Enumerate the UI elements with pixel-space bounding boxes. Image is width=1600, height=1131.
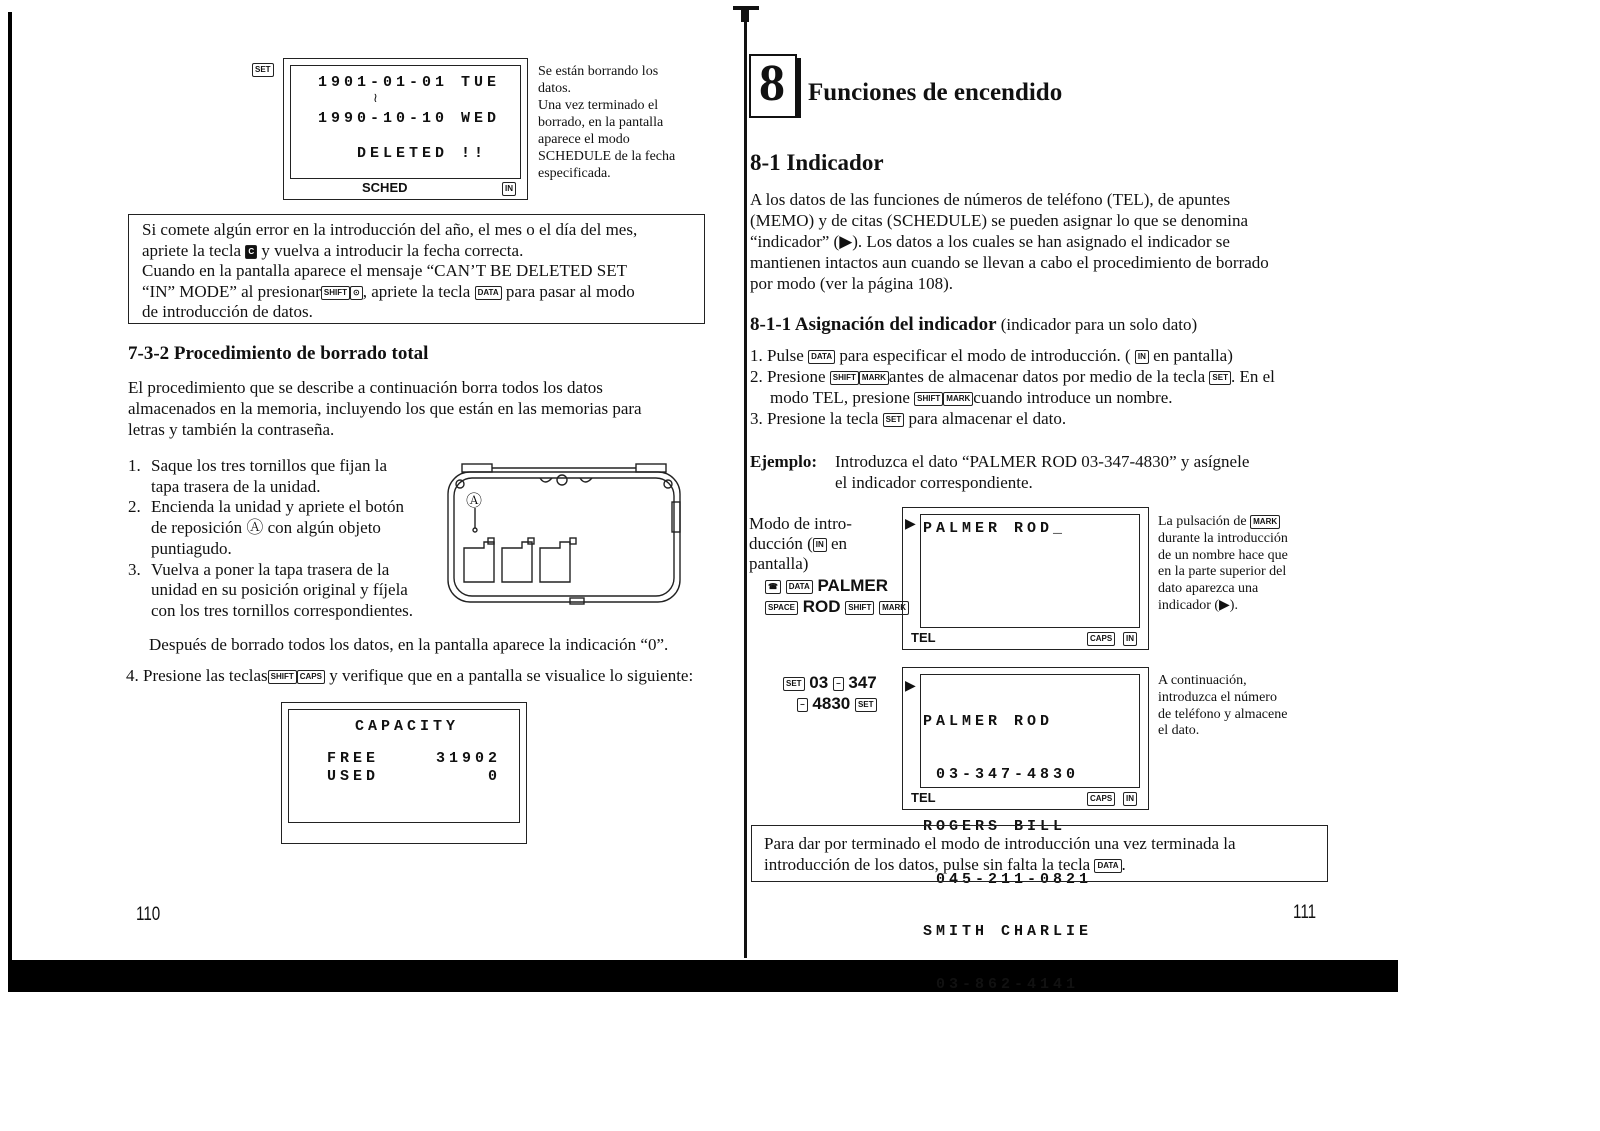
- mode-line: pantalla): [749, 554, 809, 573]
- caps-indicator-icon: CAPS: [1087, 792, 1115, 806]
- caption-line: especificada.: [538, 166, 611, 181]
- key-text: PALMER: [817, 576, 888, 595]
- note-line: [142, 241, 702, 262]
- intro-line: (MEMO) y de citas (SCHEDULE) se pueden asignar lo que se denomina: [750, 211, 1249, 230]
- key-sequence-4: [797, 694, 877, 714]
- tel-entry-number: 03-347-4830: [923, 765, 1080, 783]
- caption-line: durante la introducción: [1158, 530, 1288, 546]
- caption-line: Una vez terminado el: [538, 98, 659, 113]
- data-key-icon: DATA: [786, 580, 813, 594]
- example-line: el indicador correspondiente.: [835, 473, 1033, 492]
- note-text: apriete la tecla: [142, 240, 242, 260]
- lcd-name-display: [920, 514, 1140, 628]
- indicator-marker: ▶: [905, 517, 916, 532]
- step-text: y verifique que en a pantalla se visualice lo siguiente:: [329, 666, 694, 685]
- right-step-2-cont: [750, 387, 1335, 408]
- tel-entry-name: SMITH CHARLIE: [923, 923, 1093, 940]
- bottom-shadow-bar: [8, 960, 1398, 992]
- in-indicator-icon: IN: [1135, 350, 1149, 364]
- step-4: [126, 665, 726, 686]
- lcd-line-4: DELETED !!: [357, 145, 488, 162]
- note-line: introducción de los datos, pulse sin falta la tecla DATA .: [764, 855, 1126, 874]
- step-text: para almacenar el dato.: [908, 409, 1067, 428]
- right-intro: [750, 189, 1330, 294]
- mode-text: en: [830, 534, 848, 553]
- device-side-grip: [672, 502, 680, 532]
- section-title-8-1: 8-1 Indicador: [750, 150, 884, 175]
- intro-line: El procedimiento que se describe a continuación borra todos los datos: [128, 378, 603, 397]
- note-text: para pasar al modo: [505, 281, 635, 301]
- intro-line: letras y también la contraseña.: [128, 420, 335, 439]
- key-text: 4830: [812, 694, 851, 713]
- lcd-name-caption: [1158, 514, 1328, 615]
- key-text: 03: [809, 673, 829, 692]
- lcd-status-tel: TEL: [911, 630, 936, 645]
- lcd-line-1: 1901-01-01 TUE: [318, 74, 501, 91]
- set-key-icon: SET: [252, 63, 274, 77]
- step-1: [128, 456, 428, 497]
- caption-line: de teléfono y almacene: [1158, 706, 1288, 722]
- step-number: 3.: [128, 559, 141, 579]
- step-text: unidad en su posición original y fíjela: [151, 580, 408, 600]
- tel-entry-number: 045-211-0821: [923, 870, 1093, 888]
- reset-button: [473, 528, 477, 532]
- step-3: [128, 560, 428, 622]
- subsection-heading: [750, 314, 1197, 335]
- tel-key-icon: ☎: [765, 580, 781, 594]
- screw-left: [456, 480, 464, 488]
- capacity-title: CAPACITY: [355, 718, 460, 735]
- left-edge-shadow: [8, 12, 12, 992]
- step-number: 1.: [128, 456, 141, 475]
- note-text: introducción de los datos, pulse sin falta la tecla: [764, 855, 1091, 874]
- caps-key-icon: CAPS: [297, 670, 325, 684]
- caption-line: aparece el modo: [538, 132, 630, 147]
- note-line: [142, 282, 702, 303]
- reset-label-a: Ⓐ: [466, 491, 483, 510]
- chapter-box-shadow: [795, 58, 801, 118]
- lcd-delete-display: [290, 65, 521, 179]
- mark-key-icon: MARK: [1250, 515, 1280, 529]
- space-key-icon: SPACE: [765, 601, 798, 615]
- caption-line: de un nombre hace que: [1158, 547, 1288, 563]
- right-step-3: [750, 408, 1335, 429]
- section-intro: [128, 377, 708, 440]
- lcd-status-tel: TEL: [911, 790, 936, 805]
- note-line: Para dar por terminado el modo de introducción una vez terminada la: [764, 834, 1236, 853]
- step-text: con los tres tornillos correspondientes.: [151, 600, 414, 620]
- gutter-top-stem: [741, 6, 749, 22]
- key-sequence-1: [765, 576, 888, 596]
- shift-key-icon: SHIFT: [914, 392, 943, 406]
- battery-screw-2: [528, 538, 534, 544]
- key-text: 347: [848, 673, 877, 692]
- chapter-title: Funciones de encendido: [808, 79, 1063, 106]
- device-top-clip-right: [636, 464, 666, 472]
- tel-entry-number: 03-862-4141: [923, 975, 1080, 993]
- intro-line: por modo (ver la página 108).: [750, 274, 953, 293]
- battery-screw-3: [570, 538, 576, 544]
- lcd-capacity-display: [288, 709, 520, 823]
- lcd-name-entry: [902, 507, 1149, 650]
- shift-key-icon: SHIFT: [830, 371, 859, 385]
- used-value: 0: [487, 768, 501, 785]
- intro-line: mantienen intactos aun cuando se llevan a cabo el procedimiento de borrado: [750, 253, 1269, 272]
- step-text: Saque los tres tornillos que fijan la: [151, 456, 388, 475]
- caption-line: Se están borrando los: [538, 64, 659, 79]
- clock-key-icon: ⊙: [350, 286, 363, 300]
- battery-slot-2: [502, 542, 532, 582]
- caption-line: el dato.: [1158, 723, 1200, 739]
- tel-entry-name: ROGERS BILL: [923, 818, 1067, 835]
- step-text: . En el: [1230, 367, 1275, 386]
- step-text: 3. Presione la tecla: [750, 409, 879, 428]
- step-text: 2. Presione: [750, 367, 826, 386]
- note-line: de introducción de datos.: [142, 302, 313, 321]
- steps-list: [128, 456, 428, 622]
- mode-text: ducción (: [749, 534, 813, 553]
- right-steps: [750, 345, 1335, 429]
- in-indicator-icon: IN: [813, 538, 827, 552]
- data-key-icon: DATA: [475, 286, 502, 300]
- used-label: USED: [327, 768, 380, 785]
- free-value: 31902: [435, 750, 501, 767]
- caption-line: introduzca el número: [1158, 689, 1277, 705]
- chapter-number-box: [749, 54, 797, 118]
- note-line: Si comete algún error en la introducción del año, el mes o el día del mes,: [142, 220, 638, 239]
- after-steps-text: Después de borrado todos los datos, en la pantalla aparece la indicación “0”.: [149, 635, 669, 654]
- caption-line: en la parte superior del: [1158, 564, 1287, 580]
- note-line: Cuando en la pantalla aparece el mensaje “CAN’T BE DELETED SET: [142, 261, 627, 280]
- device-inner-outline: [454, 478, 674, 596]
- right-step-2: [750, 366, 1335, 387]
- caption-line: borrado, en la pantalla: [538, 115, 664, 130]
- set-key-icon: SET: [855, 698, 877, 712]
- step-text: tapa trasera de la unidad.: [151, 476, 321, 496]
- step-text: en pantalla): [1153, 346, 1233, 365]
- caption-line: datos.: [538, 81, 572, 96]
- page-number-right: 111: [1293, 902, 1317, 923]
- step-text: puntiagudo.: [151, 538, 232, 558]
- caption-text: La pulsación de: [1158, 514, 1247, 529]
- in-indicator-icon: IN: [1123, 632, 1137, 646]
- screw-top: [557, 475, 567, 485]
- caption-line: [1158, 514, 1328, 531]
- lcd-capacity-screen: [281, 702, 527, 844]
- caps-indicator-icon: CAPS: [1087, 632, 1115, 646]
- lcd-name-line: PALMER ROD_: [923, 520, 1067, 537]
- step-text: para especificar el modo de introducción. (: [839, 346, 1131, 365]
- key-text: ROD: [802, 597, 841, 616]
- indicator-marker: ▶: [905, 679, 916, 694]
- shift-key-icon: SHIFT: [321, 286, 350, 300]
- book-gutter: [744, 18, 747, 958]
- device-back-diagram: [440, 458, 685, 608]
- final-note-text: [764, 833, 1324, 875]
- lcd-delete-caption: [538, 63, 718, 182]
- step-text: 1. Pulse: [750, 346, 804, 365]
- set-key-icon: SET: [783, 677, 805, 691]
- subsection-note: (indicador para un solo dato): [1000, 315, 1198, 334]
- example-text: [835, 451, 1335, 493]
- step-text: cuando introduce un nombre.: [973, 388, 1173, 407]
- screw-right: [664, 480, 672, 488]
- mark-key-icon: MARK: [879, 601, 909, 615]
- shift-key-icon: SHIFT: [845, 601, 874, 615]
- shift-key-icon: SHIFT: [268, 670, 297, 684]
- lcd-status-mode: SCHED: [362, 180, 408, 195]
- mode-line: [749, 534, 899, 554]
- mark-key-icon: MARK: [859, 371, 889, 385]
- intro-line: A los datos de las funciones de números de teléfono (TEL), de apuntes: [750, 190, 1231, 209]
- step-text: 4. Presione las teclas: [126, 666, 268, 685]
- lcd-line-3: 1990-10-10 WED: [318, 110, 501, 127]
- example-line: Introduzca el dato “PALMER ROD 03-347-4830” y asígnele: [835, 452, 1250, 471]
- data-key-icon: DATA: [1094, 859, 1121, 873]
- device-bottom-clip: [570, 598, 584, 604]
- lcd-tel-caption: [1158, 673, 1328, 740]
- note-text: y vuelva a introducir la fecha correcta.: [261, 240, 524, 260]
- free-label: FREE: [327, 750, 380, 767]
- step-text: de reposición Ⓐ con algún objeto: [151, 518, 381, 538]
- set-key-icon: SET: [883, 413, 905, 427]
- error-note-text: [142, 220, 702, 323]
- caption-line: A continuación,: [1158, 673, 1247, 688]
- set-key-icon: SET: [1209, 371, 1231, 385]
- data-key-icon: DATA: [808, 350, 835, 364]
- tel-entry-name: PALMER ROD: [923, 713, 1054, 730]
- caption-line: indicador (▶).: [1158, 597, 1238, 613]
- minus-key-icon: −: [833, 677, 844, 691]
- note-text: “IN” MODE” al presionar: [142, 281, 321, 301]
- caption-line: dato aparezca una: [1158, 581, 1259, 597]
- device-top-clip-left: [462, 464, 492, 472]
- key-sequence-2: [765, 597, 909, 617]
- step-number: 2.: [128, 497, 141, 517]
- lcd-line-2: ≀: [373, 91, 382, 106]
- chapter-number: 8: [759, 55, 785, 112]
- battery-screw-1: [488, 538, 494, 544]
- mode-line: Modo de intro-: [749, 514, 852, 533]
- mode-label: [749, 514, 899, 574]
- step-2: [128, 497, 428, 559]
- in-indicator-icon: IN: [502, 182, 516, 196]
- step-text: modo TEL, presione: [770, 388, 910, 407]
- intro-line: “indicador” (▶). Los datos a los cuales se han asignado el indicador se: [750, 232, 1230, 251]
- minus-key-icon: −: [797, 698, 808, 712]
- intro-line: almacenados en la memoria, incluyendo los que están en las memorias para: [128, 399, 642, 418]
- step-text: Encienda la unidad y apriete el botón: [151, 497, 405, 517]
- in-indicator-icon: IN: [1123, 792, 1137, 806]
- battery-slot-3: [540, 542, 570, 582]
- note-text: , apriete la tecla: [362, 281, 471, 301]
- right-step-1: [750, 345, 1335, 366]
- caption-line: SCHEDULE de la fecha: [538, 149, 676, 164]
- page-number-left: 110: [136, 904, 161, 925]
- mark-key-icon: MARK: [943, 392, 973, 406]
- subsection-title: 8-1-1 Asignación del indicador: [750, 314, 997, 335]
- battery-slot-1: [464, 542, 494, 582]
- step-text: antes de almacenar datos por medio de la tecla: [888, 367, 1206, 386]
- final-note-box: [751, 825, 1328, 882]
- lcd-delete-screen: [283, 58, 528, 200]
- error-note-box: [128, 214, 705, 324]
- example-label: Ejemplo:: [750, 452, 818, 471]
- section-title-7-3-2: 7-3-2 Procedimiento de borrado total: [128, 343, 429, 364]
- c-key-icon: C: [245, 245, 257, 259]
- step-text: Vuelva a poner la tapa trasera de la: [151, 559, 390, 579]
- key-sequence-3: [783, 673, 877, 693]
